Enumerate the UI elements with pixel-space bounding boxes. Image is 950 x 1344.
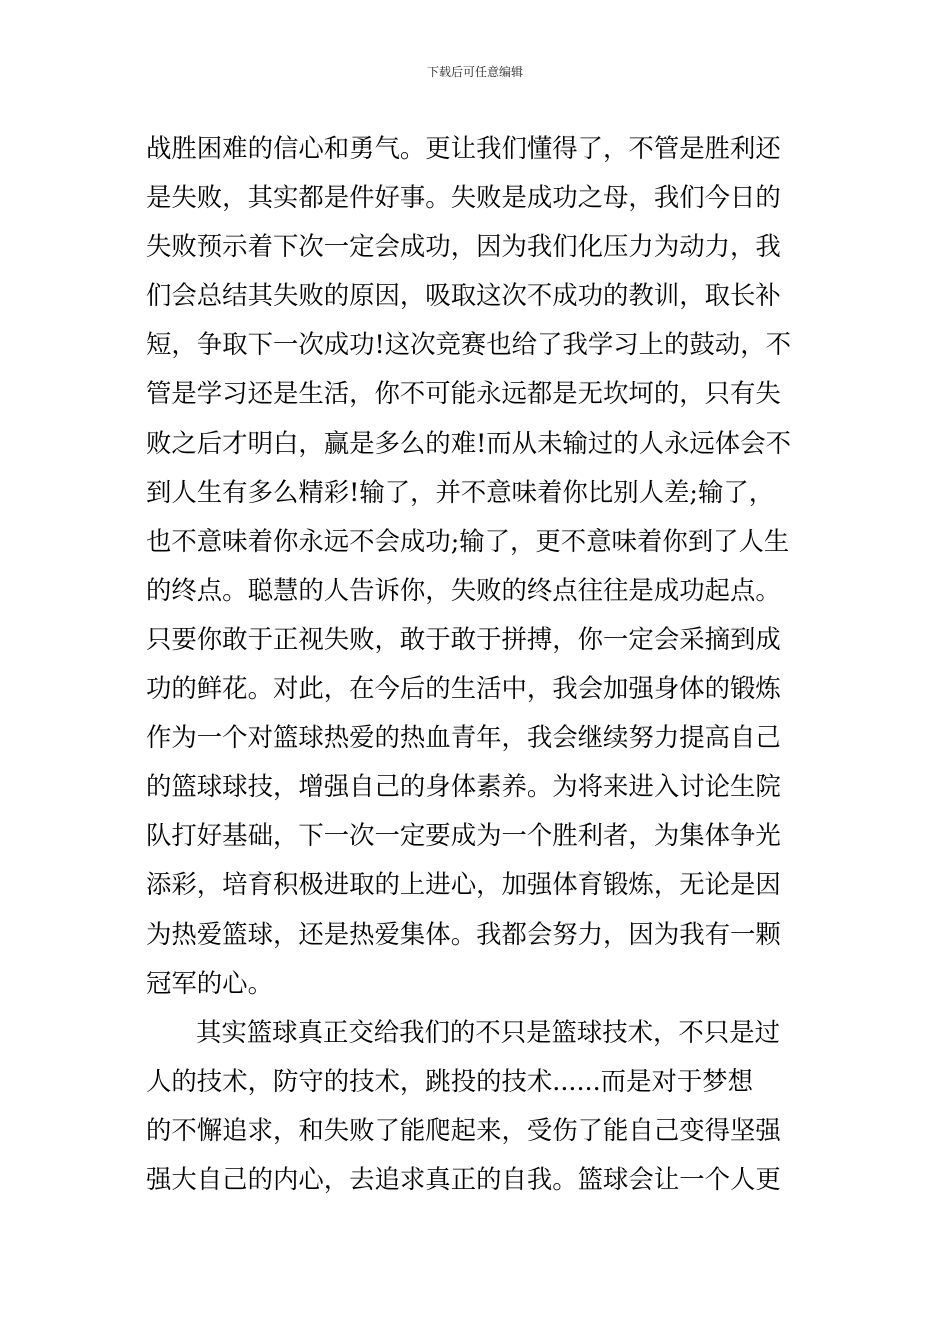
text-line: 战胜困难的信心和勇气。更让我们懂得了，不管是胜利还 (146, 133, 781, 163)
page-header: 下载后可任意编辑 (426, 65, 523, 79)
text-line: 管是学习还是生活，你不可能永远都是无坎坷的，只有失 (146, 378, 781, 409)
text-line: 失败预示着下次一定会成功，因为我们化压力为动力，我 (146, 231, 781, 262)
text-line: 功的鲜花。对此，在今后的生活中，我会加强身体的锻炼 (146, 673, 781, 704)
text-line: 作为一个对篮球热爱的热血青年，我会继续努力提高自己 (146, 722, 781, 753)
text-line: 冠军的心。 (146, 967, 273, 998)
document-body (146, 124, 810, 1204)
text-line: 的不懈追求，和失败了能爬起来，受伤了能自己变得坚强 (146, 1114, 781, 1145)
text-line: 的篮球球技，增强自己的身体素养。为将来进入讨论生院 (146, 771, 781, 802)
text-line: 短，争取下一次成功!这次竞赛也给了我学习上的鼓动，不 (146, 329, 791, 360)
text-line: 败之后才明白，赢是多么的难!而从未输过的人永远体会不 (146, 427, 791, 458)
text-line: 只要你敢于正视失败，敢于敢于拼搏，你一定会采摘到成 (146, 623, 781, 654)
text-line: 队打好基础，下一次一定要成为一个胜利者，为集体争光 (146, 820, 781, 851)
text-line: 们会总结其失败的原因，吸取这次不成功的教训，取长补 (146, 280, 781, 311)
text-line: 添彩，培育积极进取的上进心，加强体育锻炼，无论是因 (146, 869, 781, 900)
text-line: 也不意味着你永远不会成功;输了，更不意味着你到了人生 (146, 525, 790, 556)
text-line: 到人生有多么精彩!输了，并不意味着你比别人差;输了， (146, 476, 775, 507)
text-line: 为热爱篮球，还是热爱集体。我都会努力，因为我有一颗 (146, 918, 781, 949)
text-line: 的终点。聪慧的人告诉你，失败的终点往往是成功起点。 (146, 574, 781, 605)
text-line: 人的技术，防守的技术，跳投的技术......而是对于梦想 (146, 1065, 754, 1096)
paragraph-first-line: 其实篮球真正交给我们的不只是篮球技术，不只是过 (196, 1016, 780, 1047)
text-line: 强大自己的内心，去追求真正的自我。篮球会让一个人更 (146, 1163, 781, 1194)
text-line: 是失败，其实都是件好事。失败是成功之母，我们今日的 (146, 182, 781, 213)
